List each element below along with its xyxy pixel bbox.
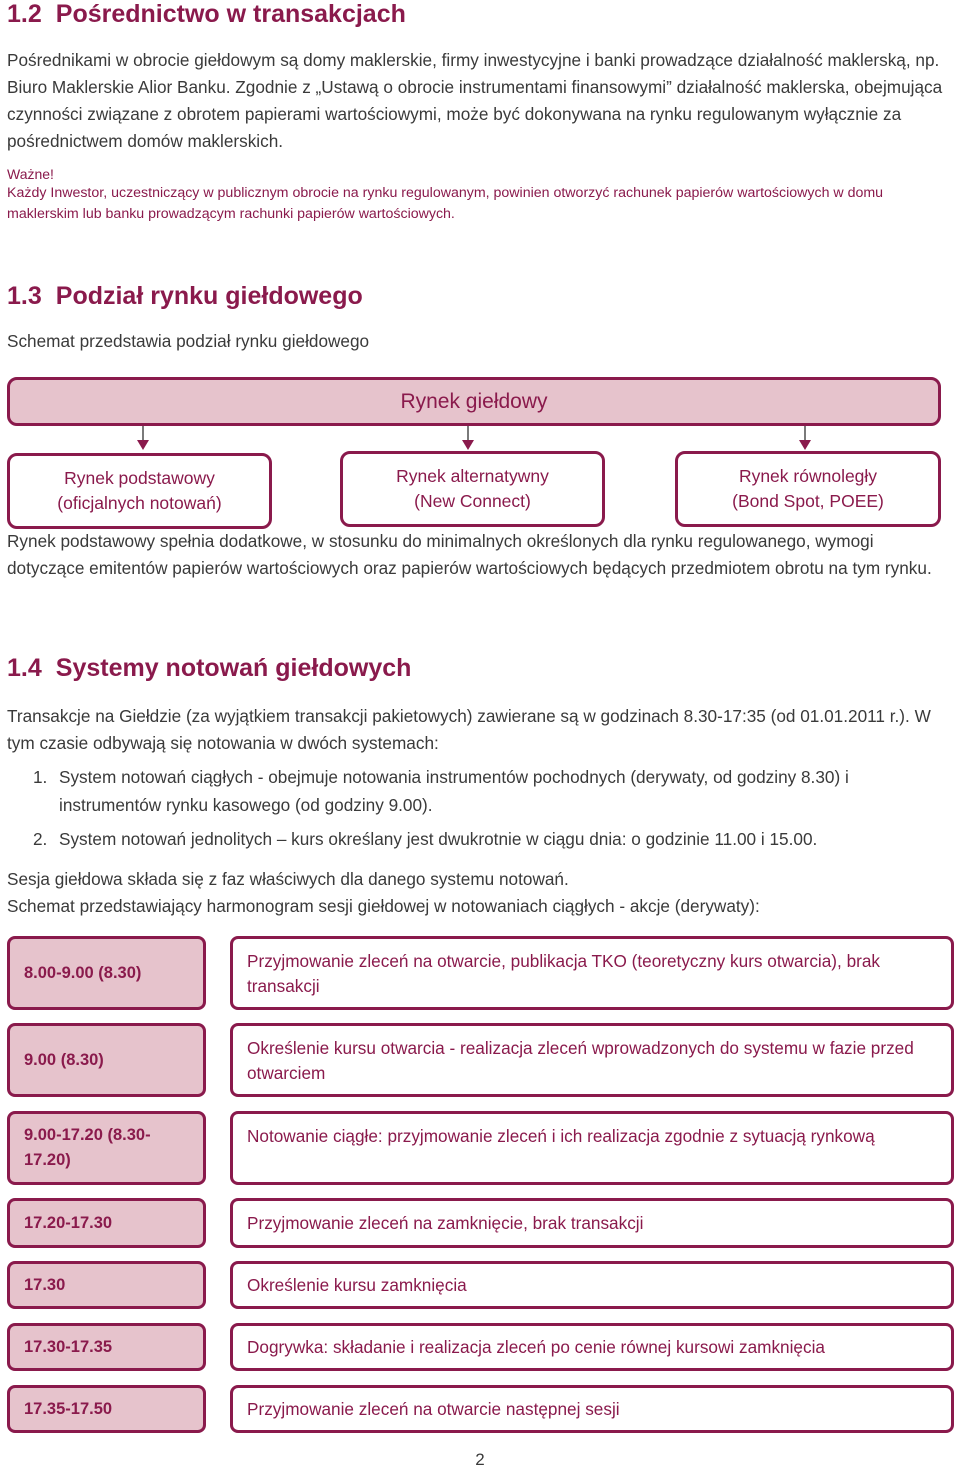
market-parallel-box [675,451,941,527]
schedule-description: Przyjmowanie zleceń na otwarcie, publikacja TKO (teoretyczny kurs otwarcia), brak transakcji [230,936,954,1010]
box-line: Rynek podstawowy [64,468,215,488]
schedule-intro: Schemat przedstawiający harmonogram sesji giełdowej w notowaniach ciągłych - akcje (derywaty): [7,896,760,916]
connector-line [143,426,805,441]
box-line: (Bond Spot, POEE) [732,491,884,511]
section-number: 1.3 [7,282,42,310]
schedule-time: 17.30 [7,1261,206,1309]
list-item [7,825,946,853]
section-heading-1-4 [7,654,411,683]
schedule-time: 17.35-17.50 [7,1385,206,1433]
arrow-head [462,440,474,450]
box-line: Rynek alternatywny [396,466,549,486]
list-marker: 1. [33,767,48,787]
list-text: System notowań ciągłych - obejmuje notowania instrumentów pochodnych (derywaty, od godziny 8.30) i instrumentów rynku kasowego (od godziny 9.00). [59,767,849,815]
schedule-time: 9.00-17.20 (8.30-17.20) [7,1111,206,1185]
list-marker: 2. [33,829,48,849]
session-phases-paragraph: Sesja giełdowa składa się z faz właściwych dla danego systemu notowań. [7,869,569,889]
list-text: System notowań jednolitych – kurs określany jest dwukrotnie w ciągu dnia: o godzinie 11.00 i 15.00. [59,829,818,849]
market-main-box [7,453,272,529]
important-label: Ważne! [7,166,54,182]
schedule-description: Określenie kursu otwarcia - realizacja zleceń wprowadzonych do systemu w fazie przed otwarciem [230,1023,954,1097]
schedule-time: 9.00 (8.30) [7,1023,206,1097]
section-title: Systemy notowań giełdowych [55,654,412,682]
section-number: 1.4 [7,654,42,682]
box-line: (oficjalnych notowań) [57,493,222,513]
section-heading-1-2 [7,0,406,29]
schedule-description: Dogrywka: składanie i realizacja zleceń po cenie równej kursowi zamknięcia [230,1323,954,1371]
schedule-description: Notowanie ciągłe: przyjmowanie zleceń i ich realizacja zgodnie z sytuacją rynkową [230,1111,954,1185]
section-title: Podział rynku giełdowego [55,282,363,310]
schedule-description: Przyjmowanie zleceń na otwarcie następnej sesji [230,1385,954,1433]
box-line: Rynek równoległy [738,466,878,486]
schedule-description: Określenie kursu zamknięcia [230,1261,954,1309]
page-number: 2 [475,1450,485,1469]
section-title: Pośrednictwo w transakcjach [55,0,406,28]
market-alternative-box [340,451,605,527]
schedule-description: Przyjmowanie zleceń na zamknięcie, brak transakcji [230,1198,954,1248]
box-line: (New Connect) [414,491,531,511]
schedule-time: 17.30-17.35 [7,1323,206,1371]
diagram-intro: Schemat przedstawia podział rynku giełdowego [7,331,370,351]
important-note: Każdy Inwestor, uczestniczący w publicznym obrocie na rynku regulowanym, powinien otworzyć rachunek papierów wartościowych w domu maklerskim lub banku prowadzącym rachunki papierów wartościowych. [7,185,884,222]
arrow-head [137,440,149,450]
section-heading-1-3 [7,282,363,311]
list-item [7,763,946,819]
section-number: 1.2 [7,0,42,28]
intro-paragraph: Pośrednikami w obrocie giełdowym są domy maklerskie, firmy inwestycyjne i banki prowadzące działalność maklerską, np. Biuro Maklerskie Alior Banku. Zgodnie z „Ustawą o obrocie instrumentami finansowymi” działalność maklerska, obejmująca czynności związane z obrotem papierami wartościowymi, może być dokonywana na rynku regulowanym wyłącznie za pośrednictwem domów maklerskich. [7,50,943,151]
schedule-time: 8.00-9.00 (8.30) [7,936,206,1010]
trading-hours-paragraph: Transakcje na Giełdzie (za wyjątkiem transakcji pakietowych) zawierane są w godzinach 8.30-17:35 (od 01.01.2011 r.). W tym czasie odbywają się notowania w dwóch systemach: [7,706,931,753]
main-market-paragraph: Rynek podstawowy spełnia dodatkowe, w stosunku do minimalnych określonych dla rynku regulowanego, wymogi dotyczące emitentów papierów wartościowych oraz papierów wartościowych będących przedmiotem obrotu na tym rynku. [7,531,932,578]
arrow-head [799,440,811,450]
market-root-box: Rynek giełdowy [7,377,941,426]
schedule-time: 17.20-17.30 [7,1198,206,1248]
